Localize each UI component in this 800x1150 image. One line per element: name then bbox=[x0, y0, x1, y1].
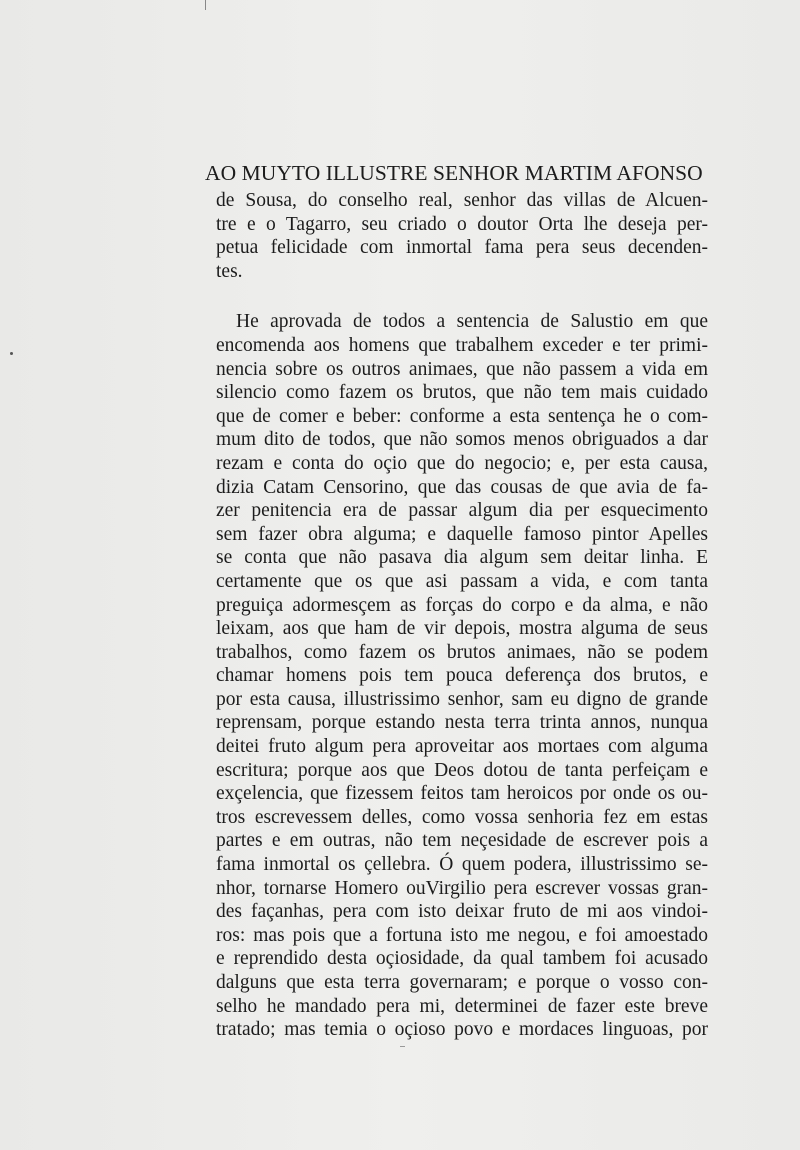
body-line: leixam, aos que ham de vir depois, mostra alguma de seus bbox=[216, 618, 708, 640]
body-line: exçelencia, que fizessem feitos tam heroicos por onde os ou- bbox=[216, 783, 708, 805]
body-line: e reprendido desta oçiosidade, da qual tambem foi acusado bbox=[216, 948, 708, 970]
body-line: preguiça adormesçem as forças do corpo e da alma, e não bbox=[216, 594, 708, 616]
dedication-line: tes. bbox=[216, 260, 243, 282]
dedication-heading: AO MUYTO ILLUSTRE SENHOR MARTIM AFONSO bbox=[205, 161, 703, 185]
body-line: partes e em outras, não tem neçesidade de escrever pois a bbox=[216, 830, 708, 852]
body-line: encomenda aos homens que trabalhem exceder e ter primi- bbox=[216, 334, 708, 356]
body-line: reprensam, porque estando nesta terra trinta annos, nunqua bbox=[216, 712, 708, 734]
bottom-mark bbox=[400, 1046, 405, 1047]
body-line: trabalhos, como fazem os brutos animaes, não se podem bbox=[216, 641, 708, 663]
body-line: selho he mandado pera mi, determinei de fazer este breve bbox=[216, 995, 708, 1017]
body-line: escritura; porque aos que Deos dotou de tanta perfeiçam e bbox=[216, 759, 708, 781]
body-line: des façanhas, pera com isto deixar fruto de mi aos vindoi- bbox=[216, 901, 708, 923]
body-line: nencia sobre os outros animaes, que não passem a vida em bbox=[216, 358, 708, 380]
body-line: chamar homens pois tem pouca deferença dos brutos, e bbox=[216, 665, 708, 687]
body-line: mum dito de todos, que não somos menos obriguados a dar bbox=[216, 429, 708, 451]
dedication-line: tre e o Tagarro, seu criado o doutor Orta lhe deseja per- bbox=[216, 213, 708, 235]
body-line: por esta causa, illustrissimo senhor, sam eu digno de grande bbox=[216, 688, 708, 710]
body-line: tratado; mas temia o oçioso povo e mordaces linguoas, por bbox=[216, 1019, 708, 1041]
body-line: silencio como fazem os brutos, que não tem mais cuidado bbox=[216, 382, 708, 404]
body-line: zer penitencia era de passar algum dia per esquecimento bbox=[216, 500, 708, 522]
body-line: se conta que não pasava dia algum sem deitar linha. E bbox=[216, 547, 708, 569]
margin-speck bbox=[10, 352, 13, 355]
dedication-line: petua felicidade com inmortal fama pera seus decenden- bbox=[216, 237, 708, 259]
page-mark bbox=[205, 0, 206, 10]
body-line: nhor, tornarse Homero ouVirgilio pera escrever vossas gran- bbox=[216, 877, 708, 899]
body-line: rezam e conta do oçio que do negocio; e, per esta causa, bbox=[216, 452, 708, 474]
body-line: dalguns que esta terra governaram; e porque o vosso con- bbox=[216, 972, 708, 993]
body-line: deitei fruto algum pera aproveitar aos mortaes com alguma bbox=[216, 736, 708, 758]
dedication-paragraph bbox=[216, 189, 708, 283]
body-paragraph bbox=[216, 310, 708, 1041]
body-line: fama inmortal os çellebra. Ó quem podera, illustrissimo se- bbox=[216, 854, 708, 876]
body-line: ros: mas pois que a fortuna isto me negou, e foi amoestado bbox=[216, 924, 708, 946]
body-line: sem fazer obra alguma; e daquelle famoso pintor Apelles bbox=[216, 523, 708, 545]
body-line: certamente que os que asi passam a vida, e com tanta bbox=[216, 570, 708, 592]
body-line: He aprovada de todos a sentencia de Salustio em que bbox=[236, 311, 708, 333]
body-line: dizia Catam Censorino, que das cousas de que avia de fa- bbox=[216, 476, 708, 498]
body-line: tros escrevessem delles, como vossa senhoria fez em estas bbox=[216, 806, 708, 828]
body-line: que de comer e beber: conforme a esta sentença he o com- bbox=[216, 405, 708, 427]
dedication-line: de Sousa, do conselho real, senhor das villas de Alcuen- bbox=[216, 190, 708, 211]
text-column bbox=[205, 160, 708, 1042]
